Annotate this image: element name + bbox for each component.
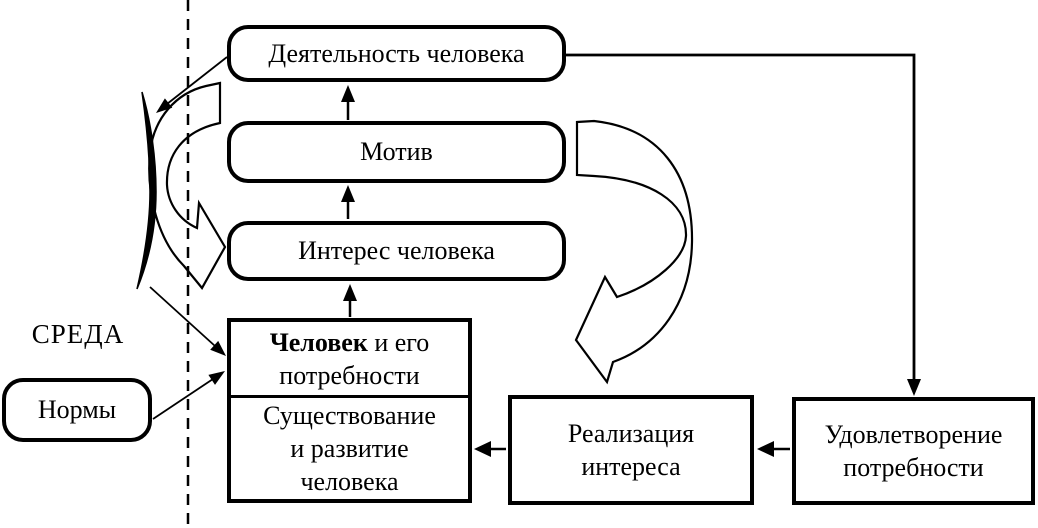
arrow-norms-to-person [153,371,225,419]
node-activity [227,25,566,82]
environment-arc-icon [137,92,156,289]
node-person-line1 [270,326,430,359]
node-norms-label: Нормы [37,395,117,424]
node-motive [227,121,566,183]
node-person-line2: потребности [279,360,420,390]
arrow-motive-to-activity [341,85,355,120]
node-existence-line3: человека [300,467,399,496]
node-person-existence [227,318,472,503]
node-existence-line2: и развитие [290,434,409,463]
curved-arrow-right-icon [576,121,692,382]
arrow-realization-to-existence [474,441,506,457]
node-activity-label: Деятельность человека [268,38,525,68]
node-realization-line1: Реализация [567,419,695,448]
node-interest [227,221,566,281]
node-motive-label: Мотив [360,137,433,166]
arrow-activity-to-environment [156,57,227,113]
node-satisfaction-line2: потребности [843,453,984,482]
node-existence-line1: Существование [263,401,436,430]
node-existence [231,395,468,499]
node-realization [508,395,754,505]
arrow-interest-to-motive [341,185,355,219]
node-interest-label: Интерес человека [298,236,495,265]
arrow-person-to-interest [343,284,357,317]
node-realization-line2: интереса [581,452,681,481]
node-person-label-bold: Человек [269,327,368,357]
connector-activity-to-satisfaction [566,55,921,396]
arrow-satisfaction-to-realization [757,441,790,457]
node-satisfaction [792,397,1035,505]
node-norms [2,378,152,442]
node-person [231,322,468,395]
environment-label: СРЕДА [31,319,125,349]
node-satisfaction-line1: Удовлетворение [824,420,1003,449]
node-person-label-rest: и его [367,327,430,357]
